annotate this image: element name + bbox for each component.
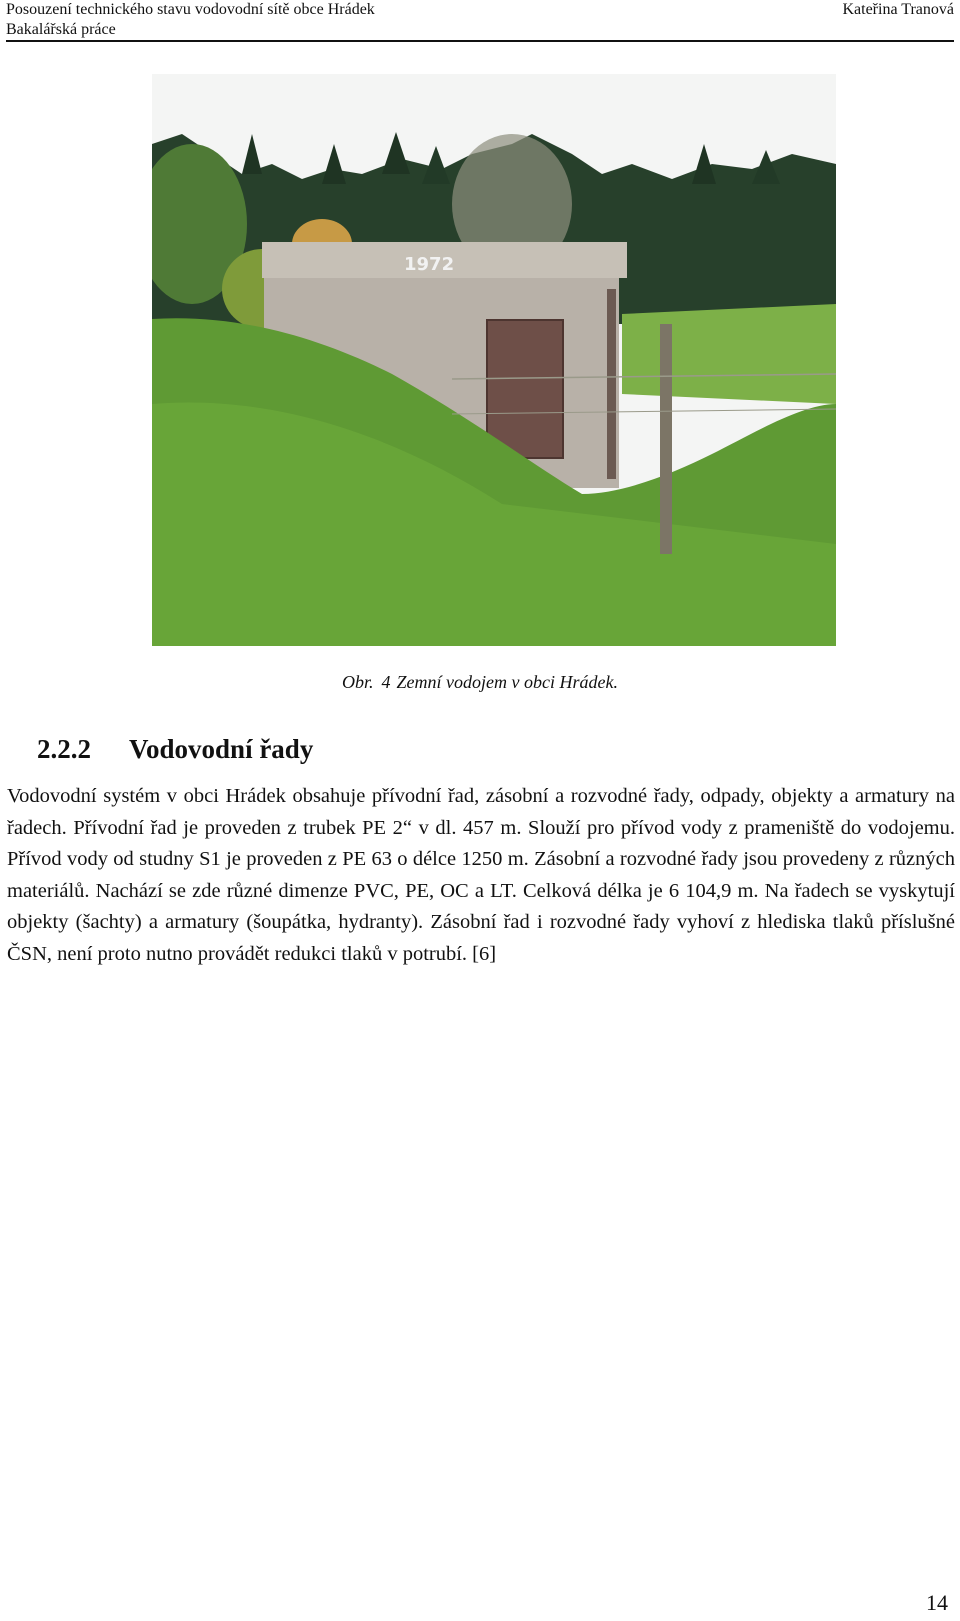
field <box>622 304 836 404</box>
document-title: Posouzení technického stavu vodovodní sítě obce Hrádek <box>6 1 375 18</box>
caption-prefix: Obr. <box>342 672 374 692</box>
page-header <box>6 0 954 40</box>
figure-caption <box>0 672 960 693</box>
header-left <box>6 0 375 40</box>
body-paragraph: Vodovodní systém v obci Hrádek obsahuje přívodní řad, zásobní a rozvodné řady, odpady, objekty a armatury na řadech. Přívodní řad je proveden z trubek PE 2“ v dl. 457 m. Slouží pro přívod vody z prameniště do vodojemu. Přívod vody od studny S1 je proveden z PE 63 o délce 1250 m. Zásobní a rozvodné řady jsou provedeny z různých materiálů. Nachází se zde různé dimenze PVC, PE, OC a LT. Celková délka je 6 104,9 m. Na řadech se vyskytují objekty (šachty) a armatury (šoupátka, hydranty). Zásobní řad i rozvodné řady vyhoví z hlediska tlaků příslušné ČSN, není proto nutno provádět redukci tlaků v potrubí. [6] <box>7 785 955 965</box>
caption-text: Zemní vodojem v obci Hrádek. <box>396 672 618 692</box>
header-divider <box>6 40 954 42</box>
section-title: Vodovodní řady <box>129 734 314 764</box>
section-heading <box>37 732 313 766</box>
section-number: 2.2.2 <box>37 734 91 764</box>
page-number: 14 <box>926 1590 948 1615</box>
building-year-label: 1972 <box>404 254 455 275</box>
document-type: Bakalářská práce <box>6 21 116 38</box>
photo-water-reservoir <box>152 74 836 646</box>
caption-number: 4 <box>381 672 391 692</box>
author-name: Kateřina Tranová <box>842 1 954 18</box>
